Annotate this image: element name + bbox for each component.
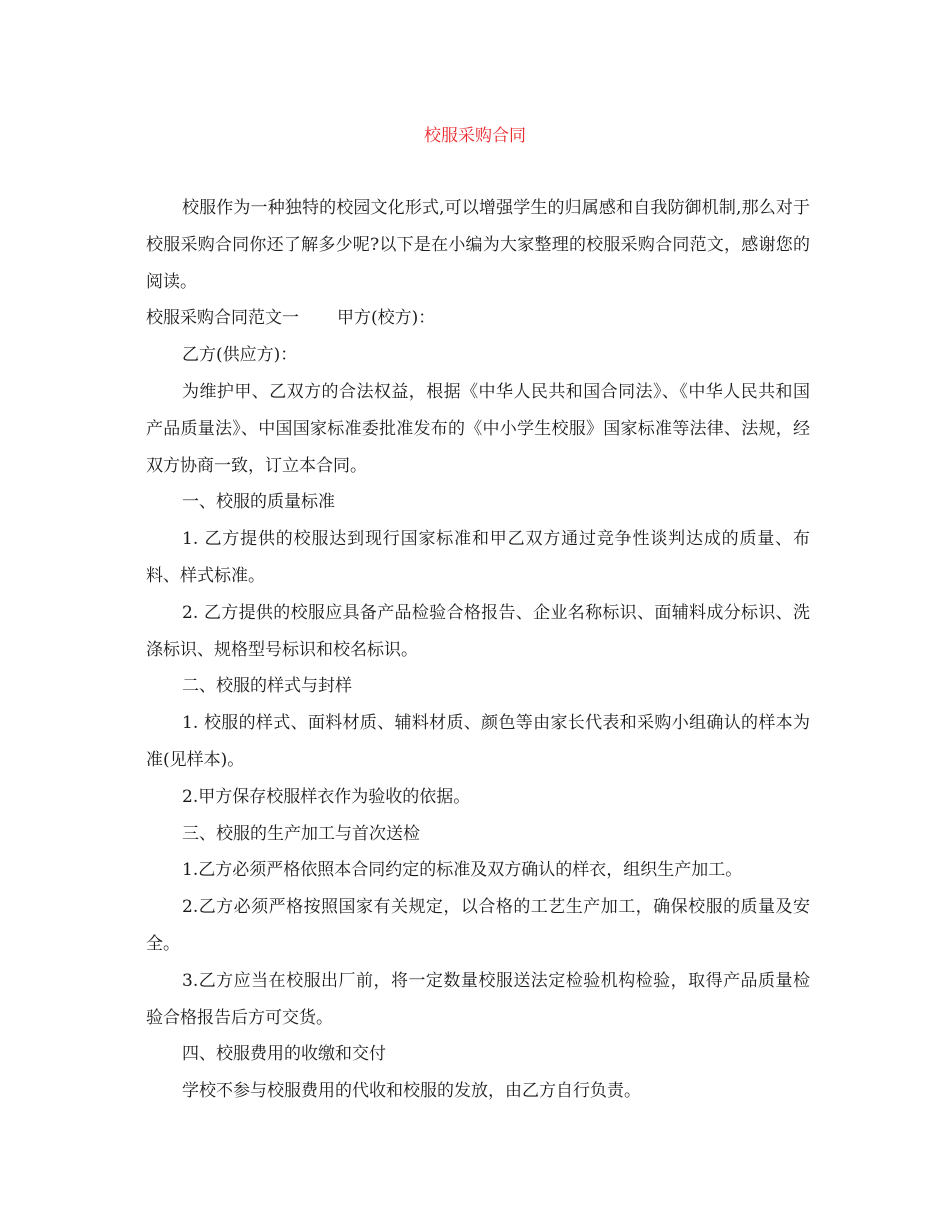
clause-paragraph: 2.乙方必须严格按照国家有关规定，以合格的工艺生产加工，确保校服的质量及安全。 xyxy=(146,897,810,954)
clause-paragraph: 学校不参与校服费用的代收和校服的发放，由乙方自行负责。 xyxy=(182,1081,641,1102)
clause-paragraph: 1. 乙方提供的校服达到现行国家标准和甲乙双方通过竞争性谈判达成的质量、布料、样式标准。 xyxy=(146,529,810,586)
section-heading: 二、校服的样式与封样 xyxy=(182,676,352,697)
document-body xyxy=(146,190,810,1110)
document-title: 校服采购合同 xyxy=(424,126,526,146)
section-heading: 三、校服的生产加工与首次送检 xyxy=(182,823,420,844)
clause-paragraph: 2.甲方保存校服样衣作为验收的依据。 xyxy=(182,786,471,807)
clause-paragraph: 1. 校服的样式、面料材质、辅料材质、颜色等由家长代表和采购小组确认的样本为准(见样本)。 xyxy=(146,713,810,770)
intro-paragraph: 校服作为一种独特的校园文化形式,可以增强学生的归属感和自我防御机制,那么对于校服采购合同你还了解多少呢?以下是在小编为大家整理的校服采购合同范文，感谢您的阅读。 xyxy=(146,198,810,292)
party-a-label: 甲方(校方)： xyxy=(337,308,436,329)
preamble-paragraph: 为维护甲、乙双方的合法权益，根据《中华人民共和国合同法》、《中华人民共和国产品质量法》、中国国家标准委批准发布的《中小学生校服》国家标准等法律、法规，经双方协商一致，订立本合同。 xyxy=(146,381,810,476)
section-heading: 四、校服费用的收缴和交付 xyxy=(182,1044,386,1065)
party-b-label: 乙方(供应方)： xyxy=(182,345,298,366)
sample-heading: 校服采购合同范文一 xyxy=(146,308,299,329)
clause-paragraph: 3.乙方应当在校服出厂前，将一定数量校服送法定检验机构检验，取得产品质量检验合格报告后方可交货。 xyxy=(146,970,810,1028)
section-heading: 一、校服的质量标准 xyxy=(182,492,335,513)
clause-paragraph: 1.乙方必须严格依照本合同约定的标准及双方确认的样衣，组织生产加工。 xyxy=(182,860,743,881)
sample-heading-line xyxy=(146,300,810,337)
clause-paragraph: 2. 乙方提供的校服应具备产品检验合格报告、企业名称标识、面辅料成分标识、洗涤标识、规格型号标识和校名标识。 xyxy=(146,602,810,660)
